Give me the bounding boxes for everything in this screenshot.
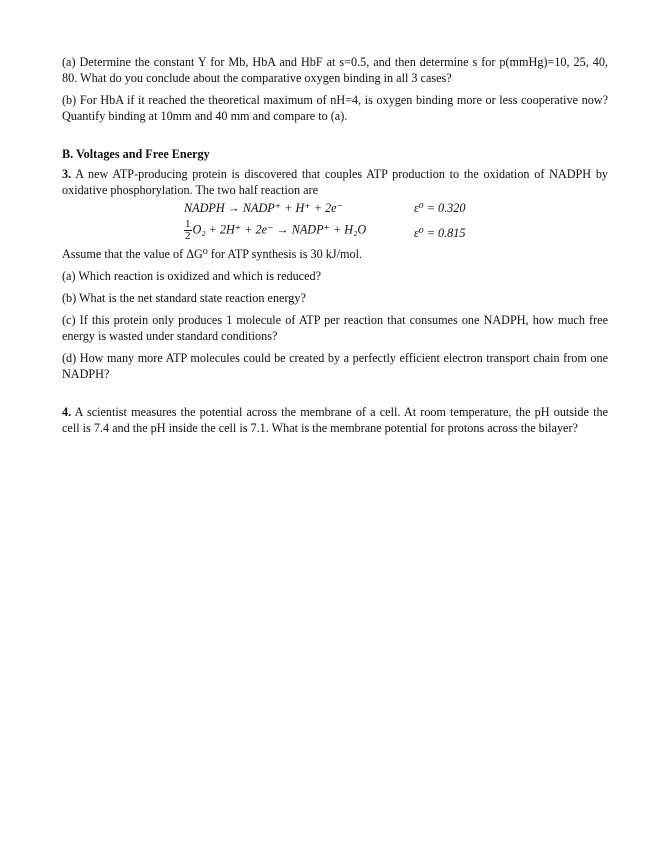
- half-reaction-1-equation: NADPH → NADP⁺ + H⁺ + 2e⁻: [184, 201, 343, 215]
- section-b-heading: B. Voltages and Free Energy: [62, 147, 210, 161]
- half-reaction-2-equation: O₂ + 2H⁺ + 2e⁻ → NADP⁺ + H₂O: [192, 222, 367, 237]
- half-reaction-1-potential: ε⁰ = 0.320: [414, 201, 466, 215]
- question-2a: (a) Determine the constant Y for Mb, HbA and HbF at s=0.5, and then determine s for p(mmHg)=10, 25, 40, 80. What do you conclude about the comparative oxygen binding in all 3 cases?: [62, 55, 608, 85]
- question-2b: (b) For HbA if it reached the theoretical maximum of nH=4, is oxygen binding more or less cooperative now? Quantify binding at 10mm and 40 mm and compare to (a).: [62, 93, 608, 123]
- question-4-number: 4.: [62, 405, 72, 419]
- question-3-number: 3.: [62, 167, 72, 181]
- half-reaction-2: [62, 218, 608, 246]
- question-3a: (a) Which reaction is oxidized and which is reduced?: [62, 269, 321, 283]
- question-4: [62, 404, 608, 436]
- fraction-numerator: 1: [185, 218, 191, 230]
- fraction-denominator: 2: [185, 230, 191, 242]
- page-content: [62, 54, 608, 436]
- half-fraction: [184, 219, 192, 242]
- question-3-text: A new ATP-producing protein is discovered that couples ATP production to the oxidation of NADPH by oxidative phosphorylation. The two half reaction are: [62, 167, 609, 197]
- half-reaction-2-potential: ε⁰ = 0.815: [414, 226, 466, 240]
- half-reaction-1: [62, 198, 608, 218]
- question-3-intro: [62, 166, 608, 198]
- question-3c: (c) If this protein only produces 1 molecule of ATP per reaction that consumes one NADPH, how much free energy is wasted under standard conditions?: [62, 313, 608, 343]
- question-3b: (b) What is the net standard state reaction energy?: [62, 291, 306, 305]
- question-3d: (d) How many more ATP molecules could be created by a perfectly efficient electron transport chain from one NADPH?: [62, 351, 608, 381]
- half-reaction-2-equation-wrap: [184, 219, 366, 242]
- question-4-text: A scientist measures the potential across the membrane of a cell. At room temperature, the pH outside the cell is 7.4 and the pH inside the cell is 7.1. What is the membrane potential for protons across the bilayer?: [62, 405, 609, 435]
- question-3-assumption: Assume that the value of ΔG⁰ for ATP synthesis is 30 kJ/mol.: [62, 247, 363, 261]
